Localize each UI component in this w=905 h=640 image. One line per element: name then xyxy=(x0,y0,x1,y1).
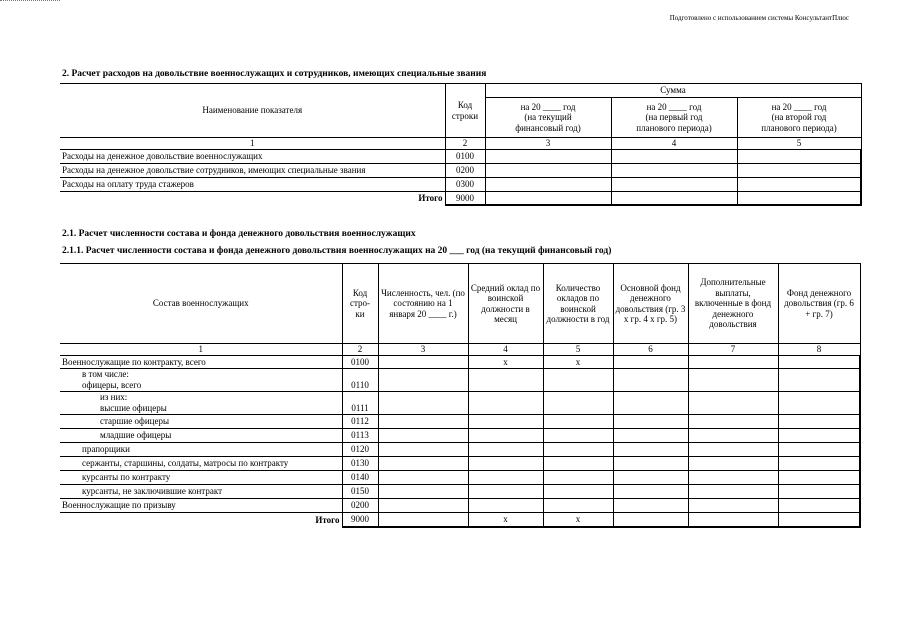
table-row xyxy=(60,429,860,443)
value-cell[interactable] xyxy=(611,163,737,177)
value-cell[interactable] xyxy=(468,457,543,471)
value-cell[interactable] xyxy=(543,443,613,457)
table-row xyxy=(60,369,860,380)
value-cell[interactable] xyxy=(613,415,688,429)
header-salary-count: Количество окладов по воинской должности в год xyxy=(543,264,613,344)
value-cell[interactable] xyxy=(378,471,468,485)
table-row xyxy=(60,499,860,513)
table-row xyxy=(60,457,860,471)
row-code: 0200 xyxy=(445,163,485,177)
table-row xyxy=(60,163,861,177)
row-code: 0112 xyxy=(342,415,378,429)
section-2-title: 2. Расчет расходов на довольствие военнослужащих и сотрудников, имеющих специальные звания xyxy=(62,69,487,79)
header-year-second-plan: на 20 ____ год (на второй год планового периода) xyxy=(737,98,861,138)
total-row xyxy=(60,191,861,205)
value-cell[interactable] xyxy=(613,403,688,415)
value-cell[interactable] xyxy=(468,403,543,415)
col-number: 1 xyxy=(60,138,445,150)
value-cell[interactable] xyxy=(611,177,737,191)
value-cell[interactable] xyxy=(778,429,860,443)
row-code: 0100 xyxy=(342,356,378,369)
value-cell[interactable] xyxy=(378,380,468,392)
total-code: 9000 xyxy=(342,513,378,527)
value-cell[interactable] xyxy=(778,415,860,429)
row-name: старшие офицеры xyxy=(60,415,342,429)
scan-corner-mark xyxy=(0,0,60,5)
value-cell[interactable] xyxy=(485,191,611,205)
value-cell[interactable] xyxy=(778,403,860,415)
col-number: 7 xyxy=(688,344,778,356)
x-mark: x xyxy=(543,356,613,369)
col-number: 5 xyxy=(737,138,861,150)
row-name: Расходы на денежное довольствие военнослужащих xyxy=(60,149,445,163)
col-number: 2 xyxy=(342,344,378,356)
col-number: 3 xyxy=(485,138,611,150)
value-cell[interactable] xyxy=(543,485,613,499)
col-number: 4 xyxy=(611,138,737,150)
row-code: 0300 xyxy=(445,177,485,191)
value-cell[interactable] xyxy=(613,513,688,527)
value-cell[interactable] xyxy=(778,485,860,499)
table-row xyxy=(60,403,860,415)
value-cell[interactable] xyxy=(378,429,468,443)
row-name: сержанты, старшины, солдаты, матросы по контракту xyxy=(60,457,342,471)
label-of-them: из них: xyxy=(60,392,342,403)
row-name: курсанты, не заключившие контракт xyxy=(60,485,342,499)
value-cell[interactable] xyxy=(688,457,778,471)
value-cell[interactable] xyxy=(688,471,778,485)
table-row xyxy=(60,415,860,429)
value-cell[interactable] xyxy=(688,513,778,527)
row-name: Расходы на оплату труда стажеров xyxy=(60,177,445,191)
value-cell[interactable] xyxy=(543,457,613,471)
value-cell[interactable] xyxy=(688,380,778,392)
table-row xyxy=(60,485,860,499)
value-cell[interactable] xyxy=(378,403,468,415)
row-code: 0100 xyxy=(445,149,485,163)
row-name: прапорщики xyxy=(60,443,342,457)
header-name: Наименование показателя xyxy=(60,84,445,138)
value-cell[interactable] xyxy=(613,380,688,392)
value-cell[interactable] xyxy=(468,415,543,429)
value-cell[interactable] xyxy=(468,499,543,513)
value-cell[interactable] xyxy=(613,457,688,471)
value-cell[interactable] xyxy=(378,499,468,513)
allowance-table xyxy=(60,263,861,528)
col-number: 6 xyxy=(613,344,688,356)
col-number: 5 xyxy=(543,344,613,356)
value-cell[interactable] xyxy=(737,191,861,205)
x-mark: x xyxy=(468,513,543,527)
value-cell[interactable] xyxy=(688,403,778,415)
header-year-first-plan: на 20 ____ год (на первый год планового периода) xyxy=(611,98,737,138)
col-number: 1 xyxy=(60,344,342,356)
value-cell[interactable] xyxy=(468,485,543,499)
value-cell[interactable] xyxy=(778,471,860,485)
value-cell[interactable] xyxy=(378,457,468,471)
value-cell[interactable] xyxy=(688,485,778,499)
value-cell[interactable] xyxy=(737,163,861,177)
row-code: 0113 xyxy=(342,429,378,443)
value-cell[interactable] xyxy=(485,149,611,163)
header-code: Код строки xyxy=(445,84,485,138)
value-cell[interactable] xyxy=(688,415,778,429)
value-cell[interactable] xyxy=(778,443,860,457)
value-cell[interactable] xyxy=(778,513,860,527)
row-name: курсанты по контракту xyxy=(60,471,342,485)
value-cell[interactable] xyxy=(688,443,778,457)
value-cell[interactable] xyxy=(613,429,688,443)
value-cell[interactable] xyxy=(378,356,468,369)
col-number: 8 xyxy=(778,344,860,356)
row-name: младшие офицеры xyxy=(60,429,342,443)
row-name: высшие офицеры xyxy=(60,403,342,415)
row-name: Расходы на денежное довольствие сотрудников, имеющих специальные звания xyxy=(60,163,445,177)
header-code: Код стро- ки xyxy=(342,264,378,344)
value-cell[interactable] xyxy=(468,471,543,485)
value-cell[interactable] xyxy=(485,163,611,177)
value-cell[interactable] xyxy=(378,443,468,457)
value-cell[interactable] xyxy=(778,457,860,471)
table-row xyxy=(60,149,861,163)
label-including: в том числе: xyxy=(60,369,342,380)
row-name: Военнослужащие по контракту, всего xyxy=(60,356,342,369)
row-code: 0130 xyxy=(342,457,378,471)
total-label: Итого xyxy=(60,513,342,527)
table-row xyxy=(60,356,860,369)
table-row xyxy=(60,443,860,457)
value-cell[interactable] xyxy=(468,380,543,392)
header-avg-salary: Средний оклад по воинской должности в месяц xyxy=(468,264,543,344)
header-year-current: на 20 ____ год (на текущий финансовый год) xyxy=(485,98,611,138)
expenses-table xyxy=(60,83,862,206)
value-cell[interactable] xyxy=(468,429,543,443)
value-cell[interactable] xyxy=(688,499,778,513)
value-cell[interactable] xyxy=(485,177,611,191)
value-cell[interactable] xyxy=(688,356,778,369)
value-cell[interactable] xyxy=(611,149,737,163)
header-total-fund: Фонд денежного довольствия (гр. 6 + гр. 7) xyxy=(778,264,860,344)
header-main-fund: Основной фонд денежного довольствия (гр. 3 x гр. 4 x гр. 5) xyxy=(613,264,688,344)
value-cell[interactable] xyxy=(543,415,613,429)
x-mark: x xyxy=(468,356,543,369)
value-cell[interactable] xyxy=(688,429,778,443)
value-cell[interactable] xyxy=(543,403,613,415)
value-cell[interactable] xyxy=(737,177,861,191)
table-row xyxy=(60,392,860,403)
value-cell[interactable] xyxy=(613,485,688,499)
row-code: 0200 xyxy=(342,499,378,513)
section-2-1-1-title: 2.1.1. Расчет численности состава и фонда денежного довольствия военнослужащих на 20 ___ год (на текущий финансовый год) xyxy=(62,246,612,256)
value-cell[interactable] xyxy=(613,499,688,513)
col-number: 2 xyxy=(445,138,485,150)
row-name: Военнослужащие по призыву xyxy=(60,499,342,513)
value-cell[interactable] xyxy=(613,356,688,369)
total-row xyxy=(60,513,860,527)
header-sum: Сумма xyxy=(485,84,861,98)
value-cell[interactable] xyxy=(543,499,613,513)
value-cell[interactable] xyxy=(543,471,613,485)
row-name: офицеры, всего xyxy=(60,380,342,392)
x-mark: x xyxy=(543,513,613,527)
value-cell[interactable] xyxy=(543,380,613,392)
section-2-1-title: 2.1. Расчет численности состава и фонда денежного довольствия военнослужащих xyxy=(62,229,416,239)
total-label: Итого xyxy=(60,191,445,205)
row-code: 0111 xyxy=(342,403,378,415)
col-number: 4 xyxy=(468,344,543,356)
value-cell[interactable] xyxy=(378,415,468,429)
value-cell[interactable] xyxy=(543,429,613,443)
table-row xyxy=(60,471,860,485)
total-code: 9000 xyxy=(445,191,485,205)
table-row xyxy=(60,380,860,392)
value-cell[interactable] xyxy=(778,499,860,513)
value-cell[interactable] xyxy=(613,471,688,485)
row-code: 0140 xyxy=(342,471,378,485)
value-cell[interactable] xyxy=(613,443,688,457)
value-cell[interactable] xyxy=(778,380,860,392)
value-cell[interactable] xyxy=(611,191,737,205)
table-row xyxy=(60,177,861,191)
consultant-note: Подготовлено с использованием системы КонсультантПлюс xyxy=(669,14,849,22)
row-code: 0150 xyxy=(342,485,378,499)
row-code: 0120 xyxy=(342,443,378,457)
header-extra-payments: Дополнительные выплаты, включенные в фонд денежного довольствия xyxy=(688,264,778,344)
row-code: 0110 xyxy=(342,380,378,392)
value-cell[interactable] xyxy=(378,485,468,499)
header-headcount: Численность, чел. (по состоянию на 1 января 20 ____ г.) xyxy=(378,264,468,344)
value-cell[interactable] xyxy=(468,443,543,457)
value-cell[interactable] xyxy=(378,513,468,527)
value-cell[interactable] xyxy=(737,149,861,163)
value-cell[interactable] xyxy=(778,356,860,369)
header-composition: Состав военнослужащих xyxy=(60,264,342,344)
col-number: 3 xyxy=(378,344,468,356)
